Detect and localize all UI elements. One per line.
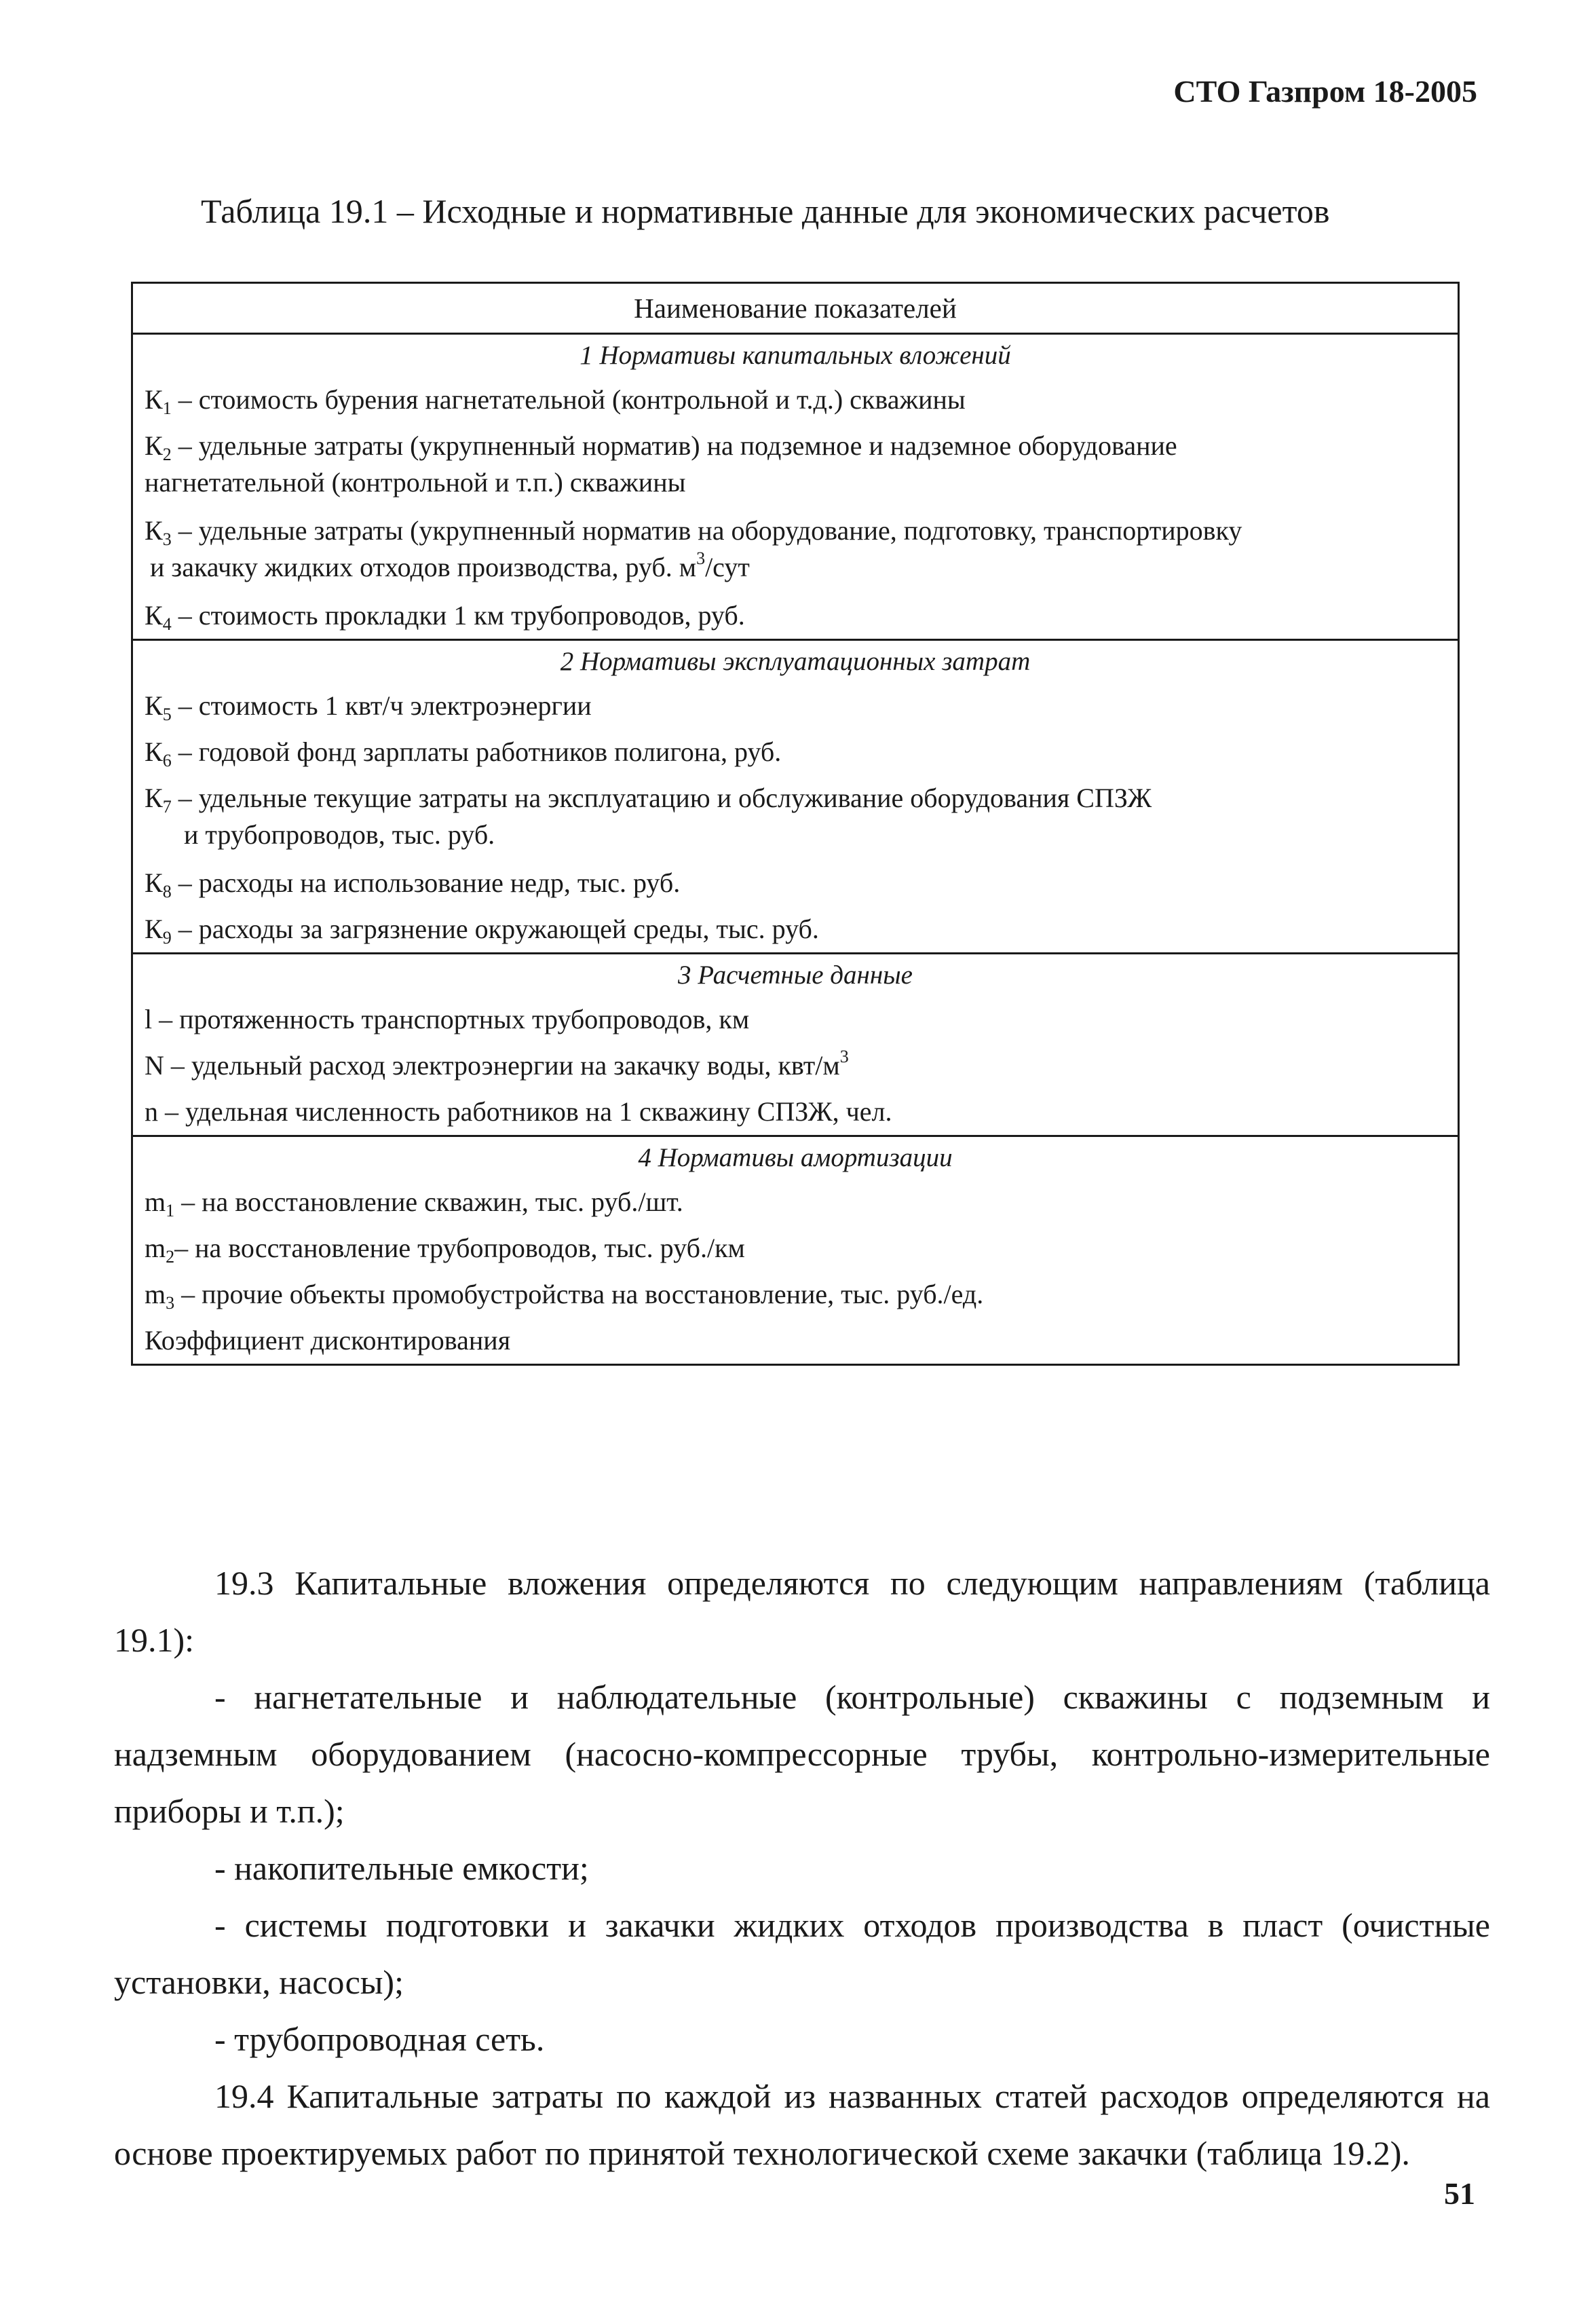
row-symbol: m (145, 1187, 166, 1217)
row-text: N – удельный расход электроэнергии на закачку воды, квт/м (145, 1050, 840, 1081)
row-symbol: m (145, 1279, 166, 1309)
row-text: – прочие объекты промобустройства на восстановление, тыс. руб./ед. (174, 1279, 984, 1309)
table-section-2 (133, 641, 1458, 954)
table-section-1 (133, 335, 1458, 641)
row-subscript: 2 (162, 445, 172, 464)
paragraph: - накопительные емкости; (214, 1849, 589, 1887)
paragraph: - трубопроводная сеть. (214, 2020, 545, 2058)
row-subscript: 3 (166, 1293, 175, 1313)
table-header: Наименование показателей (133, 284, 1458, 335)
table-row (133, 508, 1458, 593)
row-text: – расходы за загрязнение окружающей среды, тыс. руб. (171, 914, 819, 944)
row-continuation: нагнетательной (контрольной и т.п.) скважины (145, 467, 686, 498)
row-text: – удельные затраты (укрупненный норматив) на подземное и надземное оборудование (171, 430, 1177, 461)
paragraph: - системы подготовки и закачки жидких отходов производства в пласт (очистные установки, насосы); (114, 1906, 1490, 2001)
table-row (133, 1271, 1458, 1318)
row-subscript: 1 (166, 1201, 175, 1220)
table-row (133, 1225, 1458, 1271)
table-section-3 (133, 954, 1458, 1137)
row-symbol: К (145, 384, 163, 415)
row-continuation (145, 549, 1444, 586)
table-section-4 (133, 1137, 1458, 1364)
table-row (133, 423, 1458, 508)
table-row (133, 775, 1458, 860)
paragraph: 19.3 Капитальные вложения определяются по следующим направлениям (таблица 19.1): (114, 1564, 1490, 1659)
row-symbol: К (145, 783, 163, 813)
table-row (133, 377, 1458, 423)
table-row (133, 906, 1458, 952)
row-continuation: и трубопроводов, тыс. руб. (184, 819, 495, 850)
table-row (133, 593, 1458, 639)
row-subscript: 5 (162, 705, 172, 724)
row-text: Коэффициент дисконтирования (145, 1325, 511, 1356)
row-subscript: 2 (166, 1247, 175, 1267)
table-row (133, 1043, 1458, 1089)
row-subscript: 9 (162, 928, 172, 948)
row-continuation-unit: /сут (705, 552, 750, 582)
row-text: – на восстановление скважин, тыс. руб./шт. (174, 1187, 683, 1217)
section-title: 3 Расчетные данные (678, 960, 913, 990)
row-text: – удельные затраты (укрупненный норматив на оборудование, подготовку, транспортировку (171, 515, 1242, 546)
table-row (133, 683, 1458, 729)
row-symbol: К (145, 690, 163, 721)
row-superscript: 3 (696, 548, 706, 568)
row-subscript: 4 (162, 614, 172, 634)
row-text: – стоимость бурения нагнетательной (контрольной и т.д.) скважины (171, 384, 966, 415)
row-text: l – протяженность транспортных трубопроводов, км (145, 1004, 750, 1034)
row-symbol: К (145, 867, 163, 898)
row-symbol: К (145, 430, 163, 461)
table-row (133, 729, 1458, 775)
row-text: – расходы на использование недр, тыс. руб. (171, 867, 681, 898)
row-subscript: 7 (162, 797, 172, 817)
section-title: 2 Нормативы эксплуатационных затрат (560, 647, 1031, 676)
row-subscript: 6 (162, 751, 172, 770)
row-text: n – удельная численность работников на 1 скважину СПЗЖ, чел. (145, 1096, 892, 1127)
paragraph: - нагнетательные и наблюдательные (контрольные) скважины с подземным и надземным оборудованием (насосно-компрессорные трубы, контрольно-измерительные приборы и т.п.); (114, 1678, 1490, 1830)
section-title: 4 Нормативы амортизации (638, 1143, 953, 1172)
row-continuation-text: и закачку жидких отходов производства, руб. м (150, 552, 697, 582)
row-text: – удельные текущие затраты на эксплуатацию и обслуживание оборудования СПЗЖ (171, 783, 1152, 813)
row-subscript: 1 (162, 398, 172, 418)
row-symbol: m (145, 1233, 166, 1263)
row-superscript: 3 (839, 1047, 849, 1066)
document-code: СТО Газпром 18-2005 (1173, 74, 1477, 109)
section-title: 1 Нормативы капитальных вложений (580, 341, 1011, 370)
paragraph: 19.4 Капитальные затраты по каждой из названных статей расходов определяются на основе проектируемых работ по принятой технологической схеме закачки (таблица 19.2). (114, 2077, 1490, 2172)
table-row (133, 996, 1458, 1043)
row-text: – стоимость прокладки 1 км трубопроводов, руб. (171, 600, 745, 631)
table-caption: Таблица 19.1 – Исходные и нормативные данные для экономических расчетов (201, 192, 1330, 230)
table-row (133, 860, 1458, 906)
row-subscript: 8 (162, 882, 172, 901)
row-text: – стоимость 1 квт/ч электроэнергии (171, 690, 592, 721)
row-symbol: К (145, 914, 163, 944)
row-subscript: 3 (162, 529, 172, 549)
table-row (133, 1089, 1458, 1135)
data-table (131, 282, 1460, 1366)
table-row (133, 1318, 1458, 1364)
row-text: – годовой фонд зарплаты работников полигона, руб. (171, 736, 782, 767)
table-row (133, 1179, 1458, 1225)
row-symbol: К (145, 515, 163, 546)
row-symbol: К (145, 736, 163, 767)
body-text (114, 1554, 1490, 2182)
page-number: 51 (1444, 2176, 1475, 2211)
row-text: – на восстановление трубопроводов, тыс. руб./км (174, 1233, 745, 1263)
row-symbol: К (145, 600, 163, 631)
